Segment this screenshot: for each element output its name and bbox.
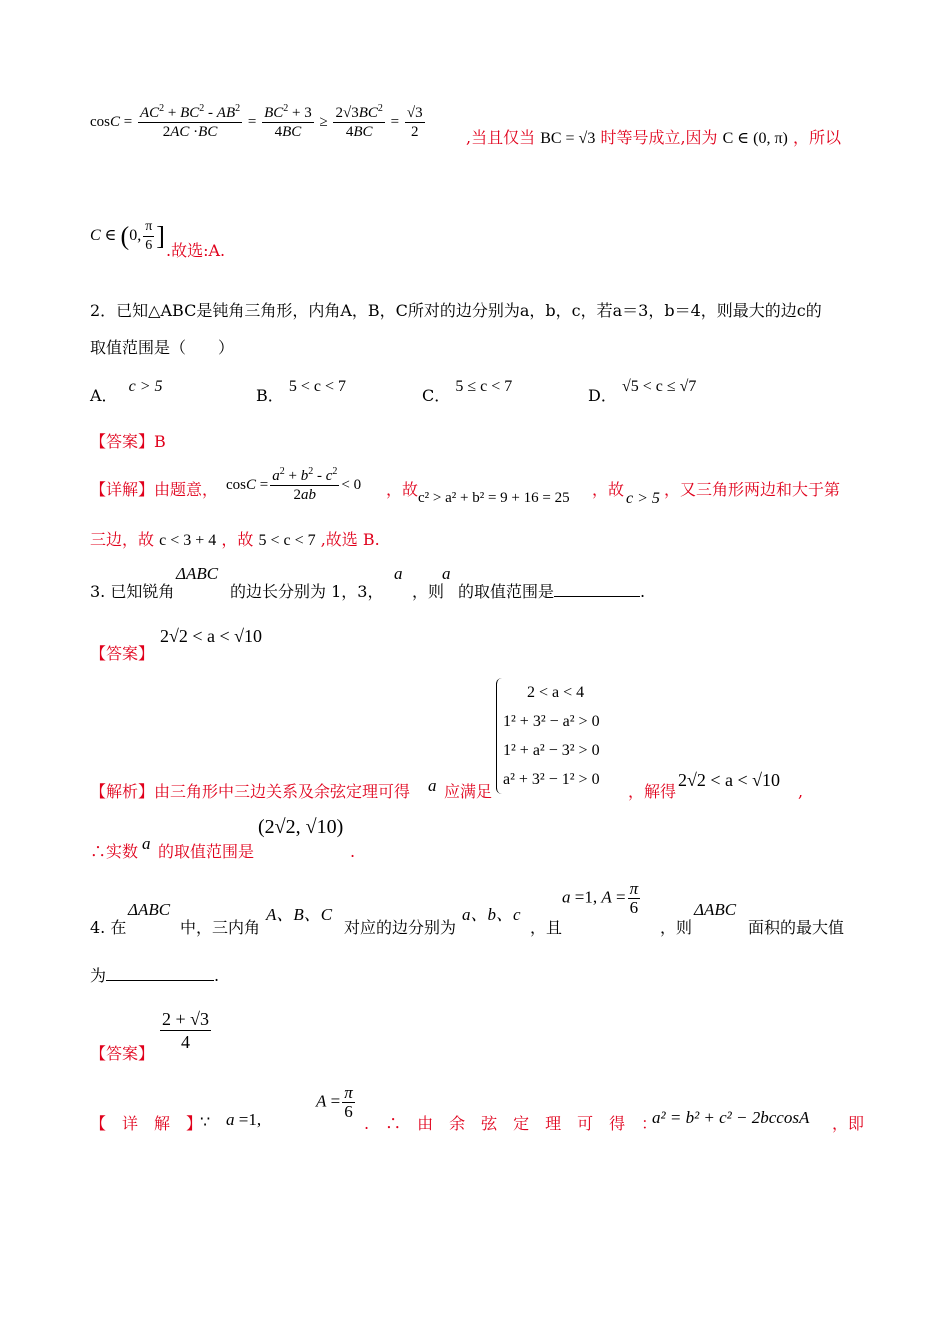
q4-stem-tri: ΔABC <box>128 900 171 919</box>
q4-a-angle: A = $\frac{\pi}{6}$ <box>316 1083 353 1121</box>
prev-bc-eq: BC = √3 <box>540 130 596 147</box>
q2-option-d-value: √5 < c ≤ √7 <box>621 378 697 395</box>
q3-stem-1: 3. 已知锐角 <box>90 582 175 601</box>
q2-detail-2: ，故 <box>386 480 419 499</box>
q2-option-b-value: 5 < c < 7 <box>288 378 347 395</box>
q3-analysis-3: ，解得 <box>628 782 677 801</box>
q4-stem-abc: A、B、C <box>266 905 333 924</box>
q4-answer-value: $\frac{2 + √3}{4}$ <box>162 1009 210 1052</box>
q4-a-eq: a =1, <box>226 1110 262 1129</box>
q2-answer-label: 【答案】 <box>90 432 155 451</box>
q2-option-a-label: A． <box>90 386 118 405</box>
q4-stem-2: 中，三内角 <box>180 918 261 937</box>
q2-option-b-label: B． <box>256 386 284 405</box>
q3-stem-a2: a <box>442 564 451 583</box>
q3-stem-4-line <box>458 582 645 602</box>
q2-option-c-value: 5 ≤ c < 7 <box>455 378 513 395</box>
q4-therefore: . ∴ 由 余 弦 定 理 可 得 ： <box>364 1114 658 1133</box>
q3-conclusion-2: 的取值范围是 <box>158 842 255 861</box>
q2-detail-label: 【详解】 <box>90 480 155 499</box>
q4-stem-sides: a、b、c <box>462 905 521 924</box>
q2-option-c[interactable] <box>422 376 513 405</box>
q3-stem-4: 的取值范围是 <box>458 582 555 601</box>
q2-stem-line2: 取值范围是（ ） <box>90 338 235 357</box>
q2-option-c-label: C． <box>422 386 451 405</box>
q4-stem-line2 <box>90 966 219 986</box>
q4-stem-6: 面积的最大值 <box>748 918 845 937</box>
q4-stem-7: 为 <box>90 966 107 985</box>
q4-answer-blank <box>106 966 214 981</box>
q2-detail-formula: cosC = $\frac{a^2 + b^2 - c^2}{2ab}$ < 0 <box>226 466 362 503</box>
q2-detail-range: 5 < c < 7 <box>258 532 316 549</box>
prev-equality-line <box>466 128 841 149</box>
q2-stem-line1: 2．已知△ABC是钝角三角形，内角A，B，C所对的边分别为a，b，c，若a＝3，b＝4，则最大的边c的 <box>90 301 822 320</box>
q3-system-row: 2 < a < 4 <box>527 684 585 701</box>
prev-cos-formula: cosC = $\frac{AC^2 + BC^2 - AB^2}{2AC \cdot BC}$ = $\frac{BC^2 + 3}{4BC}$ ≥ $\frac{2√3BC^2}{4BC}$ = $\frac{√3}{2}$ <box>90 103 423 140</box>
q2-option-a-value: c > 5 <box>128 378 163 395</box>
q3-analysis-line <box>90 782 410 802</box>
q3-analysis-2: 应满足 <box>444 782 493 801</box>
prev-c-result: C ∈ (0, $\frac{\pi}{6}$ ] <box>90 219 165 253</box>
q4-answer-label: 【答案】 <box>90 1044 155 1063</box>
q3-stem-tri: ΔABC <box>176 564 219 583</box>
q4-because: ∵ <box>200 1114 211 1131</box>
q3-answer-value: 2√2 < a < √10 <box>160 626 263 646</box>
q2-detail-line2 <box>90 530 380 551</box>
q3-stem-3: ，则 <box>412 582 445 601</box>
q3-solve: 2√2 < a < √10 <box>678 770 781 790</box>
q3-comma: , <box>798 782 804 801</box>
q3-system-row: 1² + a² − 3² > 0 <box>503 742 600 759</box>
q3-answer-blank <box>554 582 640 597</box>
q4-stem-4: ，且 <box>530 918 563 937</box>
q2-detail-5: 三边，故 <box>90 530 155 549</box>
q4-stem-end: . <box>214 966 220 985</box>
q3-stem-2: 的边长分别为 1，3， <box>230 582 384 601</box>
q3-answer-label: 【答案】 <box>90 644 155 663</box>
q2-detail-4: ，又三角形两边和大于第 <box>664 480 841 499</box>
q3-analysis-label: 【解析】 <box>90 782 155 801</box>
prev-choose: .故选:A. <box>166 241 226 260</box>
q3-conclusion-a: a <box>142 834 151 853</box>
q4-stem-3: 对应的边分别为 <box>344 918 457 937</box>
q4-ji: ，即 <box>832 1114 865 1133</box>
q2-detail-3: ，故 <box>592 480 625 499</box>
q3-analysis-a: a <box>428 776 437 795</box>
q3-conclusion-1: ∴实数 <box>90 842 139 861</box>
q4-law: a² = b² + c² − 2bccosA <box>652 1108 810 1127</box>
q4-stem-5: ，则 <box>660 918 693 937</box>
q2-answer <box>90 432 166 452</box>
q4-stem-cond: a =1, A = $\frac{\pi}{6}$ <box>562 879 639 917</box>
q4-stem-1: 4. 在 <box>90 918 127 937</box>
q2-option-a[interactable] <box>90 376 163 405</box>
prev-equality-text: ,当且仅当 <box>466 128 536 147</box>
q2-option-d-label: D． <box>588 386 617 405</box>
q2-detail-c5: c > 5 <box>626 490 660 507</box>
q2-option-d[interactable] <box>588 376 697 405</box>
prev-c-range: C ∈ (0, π) <box>722 130 788 147</box>
q3-stem-a: a <box>394 564 403 583</box>
q3-system-row: a² + 3² − 1² > 0 <box>503 771 600 788</box>
q3-inequality-system <box>496 678 600 794</box>
q3-interval: (2√2, √10) <box>258 816 344 838</box>
q2-detail-7: ,故选 B. <box>320 530 380 549</box>
q2-answer-value: B <box>154 432 166 451</box>
q4-detail-label: 【 详 解 】 <box>90 1114 203 1133</box>
q2-detail-line1 <box>90 480 218 500</box>
prev-equality-text2: 时等号成立,因为 <box>600 128 718 147</box>
q2-option-b[interactable] <box>256 376 347 405</box>
q4-stem-tri2: ΔABC <box>694 900 737 919</box>
q2-detail-1: 由题意， <box>154 480 219 499</box>
q3-system-row: 1² + 3² − a² > 0 <box>503 713 600 730</box>
q3-stem-end: . <box>640 582 646 601</box>
q2-detail-6: ，故 <box>221 530 254 549</box>
q3-period: . <box>350 842 356 861</box>
q2-detail-ineq: c² > a² + b² = 9 + 16 = 25 <box>418 490 570 506</box>
q2-detail-c34: c < 3 + 4 <box>159 532 217 549</box>
q3-analysis-1: 由三角形中三边关系及余弦定理可得 <box>154 782 411 801</box>
prev-so-text: ，所以 <box>792 128 841 147</box>
